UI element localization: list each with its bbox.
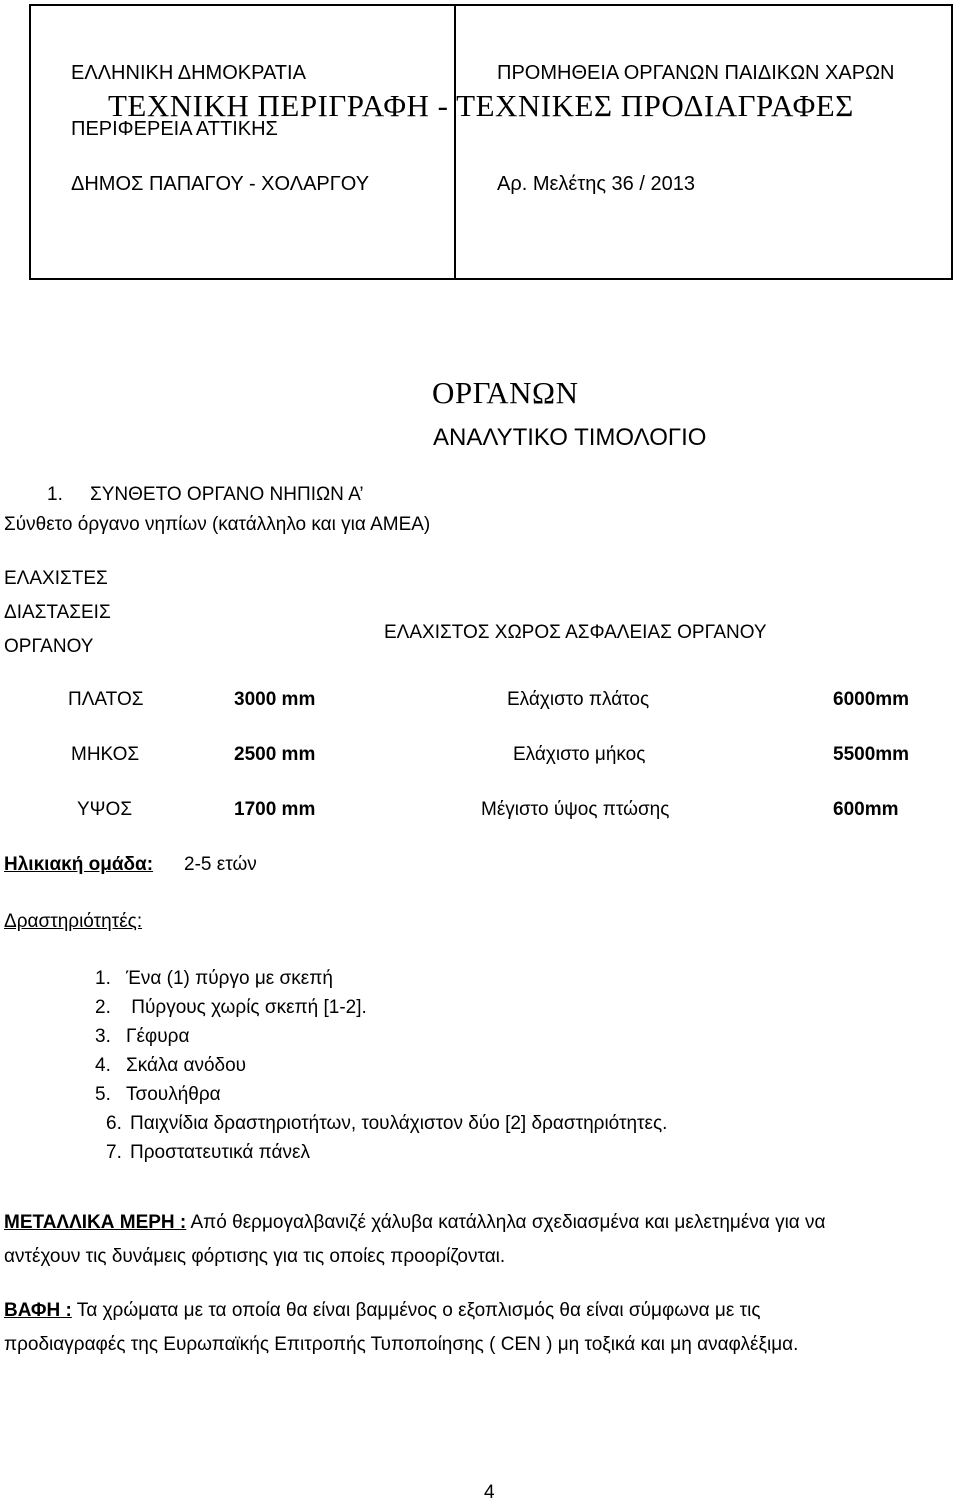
list-item: 2. Πύργους χωρίς σκεπή [1-2].: [95, 997, 367, 1018]
activities-list: [95, 964, 667, 1167]
paint-text-2: προδιαγραφές της Ευρωπαϊκής Επιτροπής Τυποποίησης ( CEN ) μη τοξικά και μη αναφλέξιμα.: [4, 1334, 799, 1355]
dim-height-label: ΥΨΟΣ: [77, 799, 133, 820]
metal-parts-text-1: Από θερμογαλβανιζέ χάλυβα κατάλληλα σχεδιασμένα και μελετημένα για να: [186, 1212, 826, 1233]
age-group-value: 2-5 ετών: [184, 854, 257, 875]
safety-length-label: Ελάχιστο μήκος: [513, 744, 646, 765]
dim-length-value: 2500 mm: [234, 744, 316, 765]
list-item: 6. Παιχνίδια δραστηριοτήτων, τουλάχιστον δύο [2] δραστηριότητες.: [106, 1113, 668, 1134]
list-item: 1. Ένα (1) πύργο με σκεπή: [95, 968, 333, 989]
min-dims-label-3: ΟΡΓΑΝΟΥ: [4, 636, 94, 657]
header-municipality: ΔΗΜΟΣ ΠΑΠΑΓΟΥ - ΧΟΛΑΡΓΟΥ: [71, 173, 370, 195]
metal-parts-text-2: αντέχουν τις δυνάμεις φόρτισης για τις οποίες προορίζονται.: [4, 1246, 506, 1267]
item-name: ΣΥΝΘΕΤΟ ΟΡΓΑΝΟ ΝΗΠΙΩΝ Α’: [90, 484, 364, 505]
age-group-label: Ηλικιακή ομάδα:: [4, 854, 154, 875]
dim-width-label: ΠΛΑΤΟΣ: [68, 689, 144, 710]
item-number: 1.: [47, 484, 63, 505]
page-title-line2: ΟΡΓΑΝΩΝ: [432, 375, 579, 410]
min-dims-label-2: ΔΙΑΣΤΑΣΕΙΣ: [4, 602, 111, 623]
dim-height-value: 1700 mm: [234, 799, 316, 820]
safety-length-value: 5500mm: [833, 744, 910, 765]
activities-label: Δραστηριότητές:: [4, 911, 143, 932]
header-study-number: Αρ. Μελέτης 36 / 2013: [497, 173, 695, 195]
header-left-box: [29, 4, 456, 280]
list-item: 3. Γέφυρα: [95, 1026, 190, 1047]
list-item: 5. Τσουλήθρα: [95, 1084, 221, 1105]
dim-width-value: 3000 mm: [234, 689, 316, 710]
safety-height-value: 600mm: [833, 799, 899, 820]
safety-space-label: ΕΛΑΧΙΣΤΟΣ ΧΩΡΟΣ ΑΣΦΑΛΕΙΑΣ ΟΡΓΑΝΟΥ: [384, 622, 767, 643]
paint-paragraph: [4, 1294, 959, 1362]
metal-parts-paragraph: [4, 1206, 959, 1274]
header-right-box: [454, 4, 953, 280]
safety-height-label: Μέγιστο ύψος πτώσης: [481, 799, 670, 820]
item-description: Σύνθετο όργανο νηπίων (κατάλληλο και για ΑΜΕΑ): [4, 514, 431, 535]
dim-length-label: ΜΗΚΟΣ: [71, 744, 140, 765]
safety-width-value: 6000mm: [833, 689, 910, 710]
safety-width-label: Ελάχιστο πλάτος: [507, 689, 650, 710]
metal-parts-label: ΜΕΤΑΛΛΙΚΑ ΜΕΡΗ :: [4, 1212, 187, 1233]
page-subtitle: ΑΝΑΛΥΤΙΚΟ ΤΙΜΟΛΟΓΙΟ: [433, 424, 707, 451]
min-dims-label-1: ΕΛΑΧΙΣΤΕΣ: [4, 568, 108, 589]
paint-label: ΒΑΦΗ :: [4, 1300, 72, 1321]
page-title-line1: ΤΕΧΝΙΚΗ ΠΕΡΙΓΡΑΦΗ - ΤΕΧΝΙΚΕΣ ΠΡΟΔΙΑΓΡΑΦΕΣ: [108, 88, 854, 123]
page-number: 4: [484, 1482, 495, 1503]
list-item: 7. Προστατευτικά πάνελ: [106, 1142, 310, 1163]
header-country: ΕΛΛΗΝΙΚΗ ΔΗΜΟΚΡΑΤΙΑ: [71, 62, 306, 84]
header-region: ΠΕΡΙΦΕΡΕΙΑ ΑΤΤΙΚΗΣ: [71, 118, 278, 140]
header-project-title: ΠΡΟΜΗΘΕΙΑ ΟΡΓΑΝΩΝ ΠΑΙΔΙΚΩΝ ΧΑΡΩΝ: [497, 62, 895, 84]
list-item: 4. Σκάλα ανόδου: [95, 1055, 247, 1076]
paint-text-1: Τα χρώματα με τα οποία θα είναι βαμμένος ο εξοπλισμός θα είναι σύμφωνα με τις: [71, 1300, 761, 1321]
